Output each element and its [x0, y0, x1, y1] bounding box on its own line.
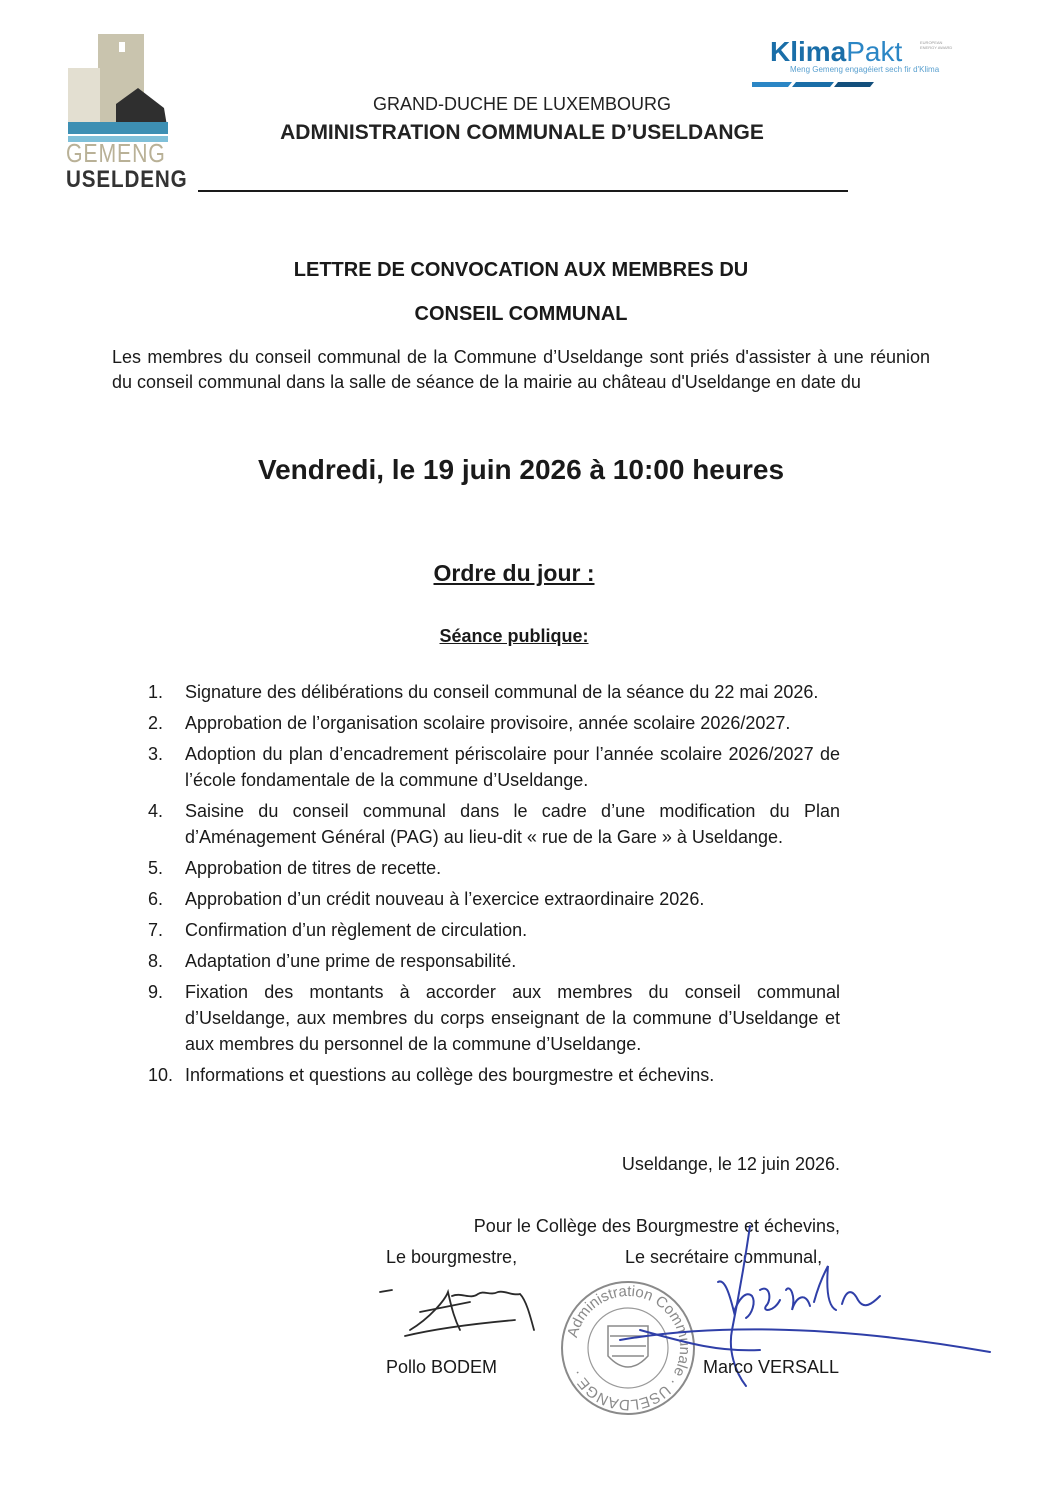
logo-text-useldeng: USELDENG	[66, 166, 188, 193]
agenda-item-text: Adaptation d’une prime de responsabilité.	[185, 951, 517, 971]
secretary-label: Le secrétaire communal,	[625, 1247, 823, 1267]
stamp-ring-text: Administration Communale · USELDANGE ·	[564, 1282, 694, 1414]
klimapakt-logo	[770, 36, 902, 68]
agenda-item-text: Signature des délibérations du conseil communal de la séance du 22 mai 2026.	[185, 682, 819, 702]
klimapakt-part2: Pakt	[846, 36, 903, 67]
header-rule	[198, 190, 848, 192]
agenda-item-text: Saisine du conseil communal dans le cadre d’une modification du Plan d’Aménagement Général (PAG) au lieu-dit « rue de la Gare » à Useldange.	[185, 801, 840, 847]
on-behalf-line: Pour le Collège des Bourgmestre et échevins,	[473, 1216, 840, 1236]
agenda-item-number: 5.	[148, 858, 164, 878]
agenda-item	[148, 979, 840, 1057]
klimapakt-part1: Klima	[770, 36, 847, 67]
logo-text-gemeng: GEMENG	[66, 138, 166, 168]
mayor-label: Le bourgmestre,	[386, 1247, 518, 1267]
agenda-item	[148, 679, 840, 705]
agenda-item	[148, 886, 840, 912]
agenda-item-text: Adoption du plan d’encadrement périscolaire pour l’année scolaire 2026/2027 de l’école fondamentale de la commune d’Useldange.	[185, 744, 840, 790]
administration-heading: ADMINISTRATION COMMUNALE D’USELDANGE	[280, 121, 764, 144]
agenda-item-text: Approbation de l’organisation scolaire provisoire, année scolaire 2026/2027.	[185, 713, 791, 733]
agenda-item-number: 1.	[148, 682, 164, 702]
agenda-item-number: 9.	[148, 982, 164, 1002]
agenda-item-number: 10.	[148, 1065, 174, 1085]
place-and-date: Useldange, le 12 juin 2026.	[621, 1154, 840, 1174]
agenda-item	[148, 917, 840, 943]
agenda-item-number: 2.	[148, 713, 164, 733]
mayor-signature-icon	[380, 1290, 534, 1336]
klimapakt-slogan: Meng Gemeng engagéiert sech fir d'Klima	[790, 65, 940, 74]
agenda-item-text: Approbation d’un crédit nouveau à l’exercice extraordinaire 2026.	[185, 889, 705, 909]
agenda-item-number: 6.	[148, 889, 164, 909]
klimapakt-stripes	[752, 76, 882, 96]
secretary-name: Marco VERSALL	[703, 1357, 840, 1377]
agenda-item	[148, 741, 840, 793]
agenda-list	[148, 679, 840, 1093]
intro-paragraph: Les membres du conseil communal de la Commune d’Useldange sont priés d'assister à une réunion du conseil communal dans la salle de séance de la mairie au château d'Useldange en date du	[112, 347, 930, 392]
agenda-item	[148, 855, 840, 881]
agenda-item-number: 4.	[148, 801, 164, 821]
letter-title-line2: CONSEIL COMMUNAL	[414, 303, 628, 325]
agenda-heading: Ordre du jour :	[433, 560, 595, 586]
letter-title-line1: LETTRE DE CONVOCATION AUX MEMBRES DU	[293, 259, 749, 281]
official-stamp	[558, 1278, 698, 1418]
session-heading: Séance publique:	[439, 626, 589, 646]
country-heading: GRAND-DUCHE DE LUXEMBOURG	[372, 94, 672, 114]
agenda-item-number: 7.	[148, 920, 164, 940]
agenda-item	[148, 948, 840, 974]
agenda-item-number: 3.	[148, 744, 164, 764]
klimapakt-award-text: EUROPEAN ENERGY AWARD	[920, 40, 953, 50]
coat-of-arms-icon	[608, 1326, 648, 1367]
agenda-item-text: Informations et questions au collège des bourgmestre et échevins.	[185, 1065, 715, 1085]
agenda-item-text: Confirmation d’un règlement de circulation.	[185, 920, 528, 940]
agenda-item	[148, 1062, 840, 1088]
agenda-item	[148, 798, 840, 850]
agenda-item-number: 8.	[148, 951, 164, 971]
agenda-item-text: Approbation de titres de recette.	[185, 858, 442, 878]
agenda-item	[148, 710, 840, 736]
agenda-item-text: Fixation des montants à accorder aux membres du conseil communal d’Useldange, aux membres du corps enseignant de la commune d’Useldange et aux membres du personnel de la commune d’Useldange.	[185, 982, 840, 1054]
mayor-name: Pollo BODEM	[386, 1357, 498, 1377]
meeting-date: Vendredi, le 19 juin 2026 à 10:00 heures	[257, 454, 785, 485]
